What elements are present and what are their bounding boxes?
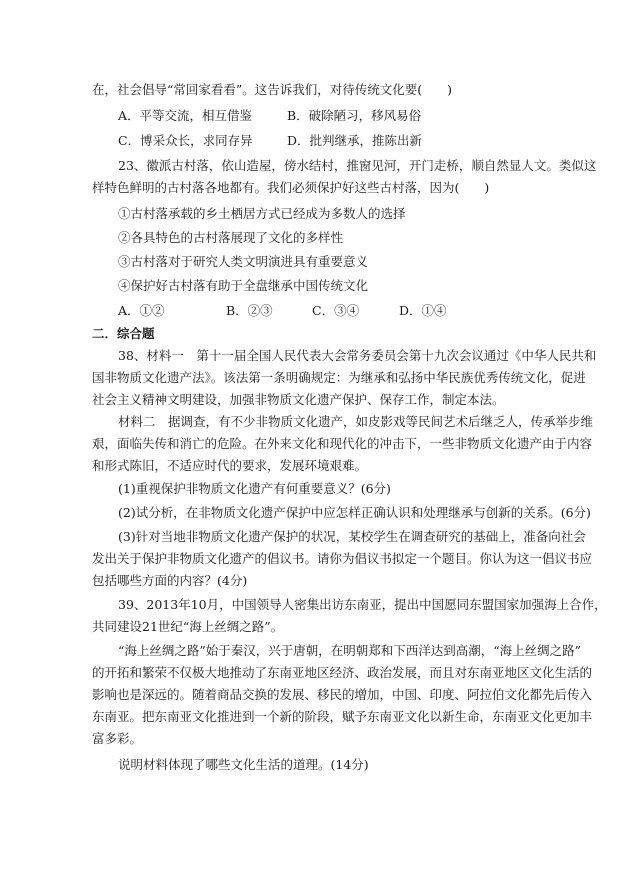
q38-material1-line: 38、材料一 第十一届全国人民代表大会常务委员会第十九次会议通过《中华人民共和: [118, 348, 597, 363]
q38-subquestion-2: (2)试分析，在非物质文化遗产保护中应怎样正确认识和处理继承与创新的关系。(6分): [118, 505, 591, 520]
q38-subquestion-3-line: 包括哪些方面的内容？(4分): [92, 573, 248, 588]
q23-stem-line: 样特色鲜明的古村落各地都有。我们必须保护好这些古村落，因为( ): [92, 180, 490, 195]
q39-material-line: 的开拓和繁荣不仅极大地推动了东南亚地区经济、政治发展，而且对东南亚地区文化生活的: [92, 665, 593, 680]
q39-intro-line: 39、2013年10月，中国领导人密集出访东南亚，提出中国愿同东盟国家加强海上合作，: [118, 597, 607, 612]
q22-option-a: A．平等交流，相互借鉴: [118, 108, 253, 123]
q38-material2-line: 材料二 据调查，有不少非物质文化遗产，如皮影戏等民间艺术后继乏人，传承举步维: [118, 414, 594, 429]
q39-material-line: 东南亚。把东南亚文化推进到一个新的阶段，赋予东南亚文化以新生命，东南亚文化更加丰: [92, 709, 593, 724]
q39-material-line: “海上丝绸之路”始于秦汉，兴于唐朝，在明朝郑和下西洋达到高潮，“海上丝绸之路”: [118, 643, 582, 658]
q23-statement-3: ③古村落对于研究人类文明演进具有重要意义: [118, 254, 369, 269]
q39-material-line: 富多彩。: [92, 731, 143, 746]
q38-subquestion-3-line: 发出关于保护非物质文化遗产的倡议书。请你为倡议书拟定一个题目。你认为这一倡议书应: [92, 551, 593, 566]
q23-option-a: A．①②: [118, 303, 165, 318]
q23-option-c: C．③④: [312, 303, 360, 318]
q22-option-b: B．破除陋习，移风易俗: [287, 108, 422, 123]
q39-intro-line: 共同建设21世纪“海上丝绸之路”。: [92, 619, 284, 634]
q39-material-line: 影响也是深远的。随着商品交换的发展、移民的增加，中国、印度、阿拉伯文化都先后传入: [92, 687, 593, 702]
q23-statement-2: ②各具特色的古村落展现了文化的多样性: [118, 230, 344, 245]
q38-subquestion-1: (1)重视保护非物质文化遗产有何重要意义？(6分): [118, 481, 391, 496]
section-title: 二．综合题: [92, 326, 155, 341]
q39-question: 说明材料体现了哪些文化生活的道理。(14分): [118, 757, 369, 772]
q38-material1-line: 国非物质文化遗产法》。该法第一条明确规定：为继承和弘扬中华民族优秀传统文化，促进: [92, 370, 586, 385]
q23-stem-line: 23、徽派古村落，依山造屋，傍水结村，推窗见河，开门走桥，顺自然显人文。类似这: [118, 158, 597, 173]
q22-stem: 在，社会倡导“常回家看看”。这告诉我们，对待传统文化要( ): [92, 82, 453, 97]
q38-material2-line: 艰，面临失传和消亡的危险。在外来文化和现代化的冲击下，一些非物质文化遗产由于内容: [92, 436, 593, 451]
q22-option-d: D．批判继承，推陈出新: [287, 133, 423, 148]
q23-option-d: D．①④: [399, 303, 447, 318]
q38-material1-line: 社会主义精神文明建设，加强非物质文化遗产保护、保存工作，制定本法。: [92, 392, 505, 407]
q23-statement-4: ④保护好古村落有助于全盘继承中国传统文化: [118, 278, 369, 293]
q23-option-b: B．②③: [226, 303, 273, 318]
q38-subquestion-3-line: (3)针对当地非物质文化遗产保护的状况，某校学生在调查研究的基础上，准备向社会: [118, 529, 586, 544]
q38-material2-line: 和形式陈旧，不适应时代的要求，发展环境艰难。: [92, 458, 368, 473]
q22-option-c: C．博采众长，求同存异: [118, 133, 253, 148]
q23-statement-1: ①古村落承载的乡土栖居方式已经成为多数人的选择: [118, 206, 406, 221]
